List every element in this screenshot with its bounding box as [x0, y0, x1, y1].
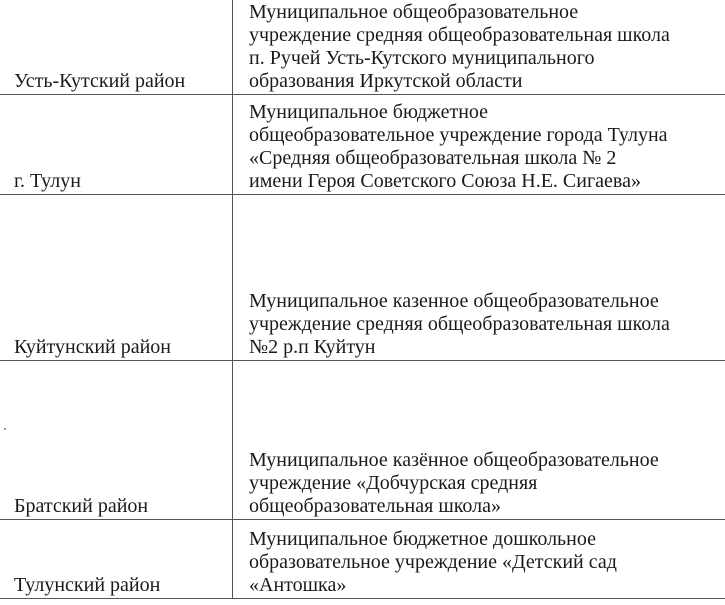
district-name: Усть-Кутский район	[14, 70, 186, 92]
table-row	[0, 520, 725, 599]
institution-name: Муниципальное казённое общеобразовательное учреждение «Добчурская средняя общеобразовательная школа»	[249, 449, 659, 517]
table-row	[0, 95, 725, 195]
table-row	[0, 0, 725, 95]
district-name: Тулунский район	[14, 574, 161, 596]
scan-speck	[4, 428, 6, 430]
table-row	[0, 195, 725, 361]
district-name: г. Тулун	[14, 170, 81, 192]
institution-name: Муниципальное бюджетное дошкольное образовательное учреждение «Детский сад «Антошка»	[249, 528, 617, 596]
table-row	[0, 361, 725, 520]
district-name: Братский район	[14, 495, 149, 517]
institution-name: Муниципальное общеобразовательное учреждение средняя общеобразовательная школа п. Ручей Усть-Кутского муниципального образования Иркутской области	[249, 1, 670, 92]
institution-name: Муниципальное казенное общеобразовательное учреждение средняя общеобразовательная школа №2 р.п Куйтун	[249, 290, 670, 358]
institution-name: Муниципальное бюджетное общеобразовательное учреждение города Тулуна «Средняя общеобразовательная школа № 2 имени Героя Советского Союза Н.Е. Сигаева»	[249, 101, 668, 192]
district-name: Куйтунский район	[14, 336, 172, 358]
